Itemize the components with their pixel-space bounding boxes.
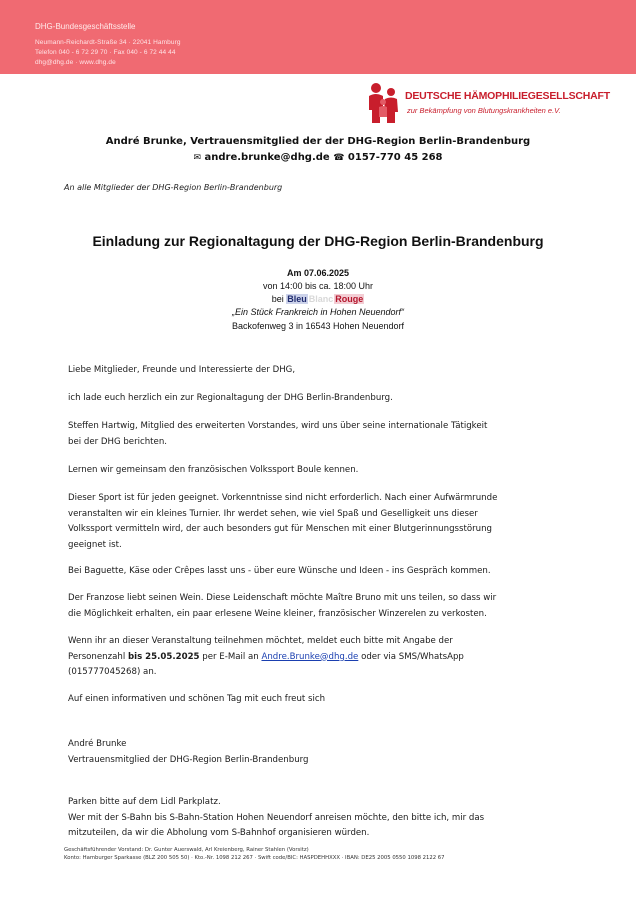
venue-bleu: Bleu bbox=[287, 294, 307, 304]
paragraph-wine bbox=[68, 591, 588, 622]
text-line: veranstalten wir ein kleines Turnier. Ihr werdet sehen, wie viel Spaß und Geselligkeit uns dieser bbox=[68, 508, 478, 519]
email-link[interactable]: Andre.Brunke@dhg.de bbox=[261, 651, 359, 662]
text-line bbox=[68, 650, 588, 666]
registration-deadline: bis 25.05.2025 bbox=[127, 651, 200, 662]
text-line: Steffen Hartwig, Mitglied des erweiterten Vorstandes, wird uns über seine internationale Tätigkeit bbox=[68, 421, 488, 431]
paragraph-food: Bei Baguette, Käse oder Crêpes lasst uns - über eure Wünsche und Ideen - ins Gespräch kommen. bbox=[68, 566, 491, 576]
text-fragment: Personenzahl bbox=[68, 651, 126, 662]
paragraph-speaker bbox=[68, 419, 588, 450]
paragraph-registration bbox=[68, 634, 588, 681]
event-venue bbox=[0, 294, 636, 304]
text-line: mitzuteilen, da wir die Abholung vom S-Bahnhof organisieren würden. bbox=[68, 828, 370, 838]
phone-icon: ☎ bbox=[333, 153, 345, 163]
signature-role: Vertrauensmitglied der DHG-Region Berlin-Brandenburg bbox=[68, 754, 309, 765]
closing-line: Auf einen informativen und schönen Tag mit euch freut sich bbox=[68, 694, 326, 704]
paragraph-sport bbox=[68, 491, 588, 553]
event-time: von 14:00 bis ca. 18:00 Uhr bbox=[262, 281, 374, 291]
venue-rouge: Rouge bbox=[335, 294, 364, 304]
family-figures-icon bbox=[365, 82, 401, 124]
text-line: die Möglichkeit erhalten, ein paar erlesene Weine kleiner, französischer Winzerelen zu verkosten. bbox=[68, 608, 487, 619]
event-date: Am 07.06.2025 bbox=[286, 268, 350, 278]
text-line: (015777045268) an. bbox=[68, 667, 157, 677]
postscript bbox=[68, 795, 588, 842]
sender-contact bbox=[0, 152, 636, 163]
text-fragment: per E-Mail an bbox=[202, 651, 259, 662]
dhg-logo bbox=[365, 82, 610, 124]
page-title: Einladung zur Regionaltagung der DHG-Region Berlin-Brandenburg bbox=[92, 233, 544, 249]
text-line: geeignet ist. bbox=[68, 539, 122, 550]
sender-email[interactable]: andre.brunke@dhg.de bbox=[204, 152, 330, 163]
footer-board: Geschäftsführender Vorstand: Dr. Gunter Auerswald, Arl Kreienberg, Rainer Stahlen (Vorsitz) bbox=[64, 847, 309, 853]
text-line: Parken bitte auf dem Lidl Parkplatz. bbox=[68, 797, 221, 807]
event-tagline: „Ein Stück Frankreich in Hohen Neuendorf“ bbox=[231, 307, 405, 317]
venue-blanc: Blanc bbox=[308, 294, 334, 304]
text-line: Der Franzose liebt seinen Wein. Diese Leidenschaft möchte Maître Bruno mit uns teilen, so dass wir bbox=[68, 593, 497, 603]
text-line: bei der DHG berichten. bbox=[68, 436, 168, 447]
logo-name: DEUTSCHE HÄMOPHILIEGESELLSCHAFT bbox=[405, 90, 610, 102]
sender-line: André Brunke, Vertrauensmitglied der der DHG-Region Berlin-Brandenburg bbox=[105, 136, 531, 147]
signature bbox=[68, 737, 588, 768]
event-venue-prefix: bei bbox=[271, 294, 284, 304]
logo-subtitle: zur Bekämpfung von Blutungskrankheiten e.V. bbox=[407, 106, 561, 115]
header-banner bbox=[0, 0, 636, 74]
sender-phone: 0157-770 45 268 bbox=[347, 152, 443, 163]
greeting: Liebe Mitglieder, Freunde und Interessierte der DHG, bbox=[68, 365, 296, 375]
envelope-icon: ✉ bbox=[193, 153, 202, 163]
event-address: Backofenweg 3 in 16543 Hohen Neuendorf bbox=[231, 321, 405, 331]
text-line: Wer mit der S-Bahn bis S-Bahn-Station Hohen Neuendorf anreisen möchte, den bitte ich, mir das bbox=[68, 812, 485, 823]
text-line: Volkssport vermitteln wird, der auch besonders gut für Menschen mit einer Blutgerinnungsstörung bbox=[68, 524, 492, 534]
text-fragment: oder via SMS/WhatsApp bbox=[361, 651, 464, 662]
org-web: dhg@dhg.de · www.dhg.de bbox=[35, 59, 116, 66]
org-address: Neumann-Reichardt-Straße 34 · 22041 Hamburg bbox=[35, 39, 181, 46]
addressee: An alle Mitglieder der DHG-Region Berlin-Brandenburg bbox=[64, 183, 283, 192]
footer-bank: Konto: Hamburger Sparkasse (BLZ 200 505 50) · Kto.-Nr. 1098 212 267 · Swift code/BIC: HASPDEHHXXX · IBAN: DE25 2005 0550 1098 2122 67 bbox=[64, 855, 445, 861]
org-phone: Telefon 040 - 6 72 29 70 · Fax 040 - 6 72 44 44 bbox=[35, 49, 176, 56]
text-line: Dieser Sport ist für jeden geeignet. Vorkenntnisse sind nicht erforderlich. Nach einer Aufwärmrunde bbox=[68, 493, 498, 503]
org-office-name: DHG-Bundesgeschäftsstelle bbox=[35, 22, 136, 31]
signature-name: André Brunke bbox=[68, 739, 127, 749]
paragraph-boule: Lernen wir gemeinsam den französischen Volkssport Boule kennen. bbox=[68, 465, 359, 475]
text-line: Wenn ihr an dieser Veranstaltung teilnehmen möchtet, meldet euch bitte mit Angabe der bbox=[68, 636, 453, 646]
paragraph-intro: ich lade euch herzlich ein zur Regionaltagung der DHG Berlin-Brandenburg. bbox=[68, 393, 393, 403]
